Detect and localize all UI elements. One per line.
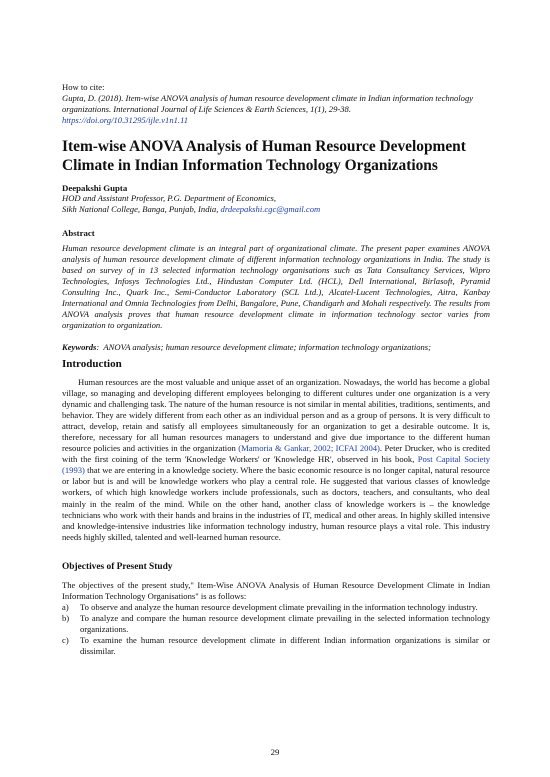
ref-drucker-link[interactable]: Post Capital Society (1993) [62, 454, 490, 476]
list-marker: b) [62, 613, 70, 623]
author-email-link[interactable]: drdeepakshi.cgc@gmail.com [220, 204, 321, 214]
abstract-heading: Abstract [62, 228, 95, 238]
citation-block [62, 82, 490, 126]
author-affiliation-line2 [62, 204, 490, 215]
author-name: Deepakshi Gupta [62, 183, 128, 193]
citation-label: How to cite: [62, 82, 105, 92]
keywords-line: Keywords: ANOVA analysis; human resource development climate; information technology organizations; [62, 342, 432, 352]
affiliation-text: Sikh National College, Banga, Punjab, India, [62, 204, 219, 214]
objectives-intro: The objectives of the present study," Item-Wise ANOVA Analysis of Human Resource Development Climate in Indian Information Technology Organisations" is as follows: [62, 580, 490, 601]
abstract-text: Human resource development climate is an integral part of organizational climate. The present paper examines ANOVA analysis of human resource development climate of different information technology organizations in India. The study is based on survey of in 13 selected information technology organisations such as Tata Consultancy Services, Wipro Technologies, Infosys Technologies Ltd., Hindustan Computer Ltd. (HCL), Dell International, Birlasoft, Pyramid Consulting Inc., Quark Inc., Semi-Conductor Laboratory (SCL Ltd.), Alcatel-Lucent Technologies, Aitra, Kanbay International and Omnia Technologies from Delhi, Bangalore, Pune, Chandigarh and Mohali respectively. The results from ANOVA analysis proves that human resource development climate in information technology sector varies from organization to organization. [62, 243, 490, 330]
list-item-text: To analyze and compare the human resource development climate prevailing in the selected information technology organizations. [80, 613, 490, 634]
introduction-heading: Introduction [62, 358, 122, 370]
objectives-section [62, 562, 490, 657]
introduction-section [62, 358, 490, 543]
list-item-text: To observe and analyze the human resource development climate prevailing in the information technology industry. [80, 602, 478, 612]
citation-doi-link[interactable]: https://doi.org/10.31295/ijle.v1n1.11 [62, 115, 189, 125]
paper-title: Item-wise ANOVA Analysis of Human Resource Development Climate in Indian Information Technology Organizations [62, 138, 466, 174]
author-affiliation-line1: HOD and Assistant Professor, P.G. Department of Economics, [62, 193, 276, 203]
list-item [62, 613, 490, 635]
objectives-heading: Objectives of Present Study [62, 562, 173, 572]
abstract-section [62, 228, 490, 331]
page-number: 29 [270, 747, 280, 757]
list-marker: a) [62, 602, 69, 612]
keywords-text: ANOVA analysis; human resource development climate; information technology organizations; [103, 342, 432, 352]
list-item-text: To examine the human resource development climate in different Indian information organizations is similar or dissimilar. [80, 635, 490, 656]
list-item [62, 602, 490, 613]
intro-text-part2: . Peter Drucker, who is credited with the first coining of the term 'Knowledge Workers' or 'Knowledge HR', observed in his book, [62, 443, 491, 465]
introduction-paragraph [62, 377, 490, 543]
citation-text: Gupta, D. (2018). Item-wise ANOVA analysis of human resource development climate in Indian information technology organizations. International Journal of Life Sciences & Earth Sciences, 1(1), 29-38. [62, 93, 474, 114]
keywords-label: Keywords [62, 342, 97, 352]
author-block [62, 183, 490, 215]
intro-text-part3: that we are entering in a knowledge society. Where the basic economic resource is no longer capital, natural resource or labor but is and will be knowledge workers who play a central role. He suggested that various classes of knowledge workers, of which high knowledge workers include professionals, such as doctors, teachers, and consultants, who deal mainly in the realm of the mind. While on the other hand, another class of knowledge workers is – the knowledge technicians who work with their hands and brains in the industries of IT, medical and other areas. In highly skilled intensive and knowledge-intensive industries like information technology industry, human resource plays a vital role. This industry needs highly skilled, talented and well-learned human resource. [62, 465, 490, 542]
list-marker: c) [62, 635, 69, 645]
ref-mamoria-link[interactable]: (Mamoria & Gankar, 2002; ICFAI 2004) [238, 443, 380, 454]
list-item [62, 635, 490, 657]
intro-text-part1: Human resources are the most valuable and unique asset of an organization. Nowadays, the world has become a global village, so managing and developing different employees belonging to different cultures under one organization is a very dynamic and challenging task. The nature of the human resource is not similar in mental abilities, traditions, sentiments, and behavior. They are widely different from each other as an individual person and as a group of persons. It is very difficult to attract, develop, retain and satisfy all employees simultaneously for an organization to get a desirable outcome. It is, therefore, necessary for all human resources managers to understand and give due importance to the different human resource policies and activities in the organization [62, 377, 490, 454]
objectives-list [62, 602, 490, 657]
